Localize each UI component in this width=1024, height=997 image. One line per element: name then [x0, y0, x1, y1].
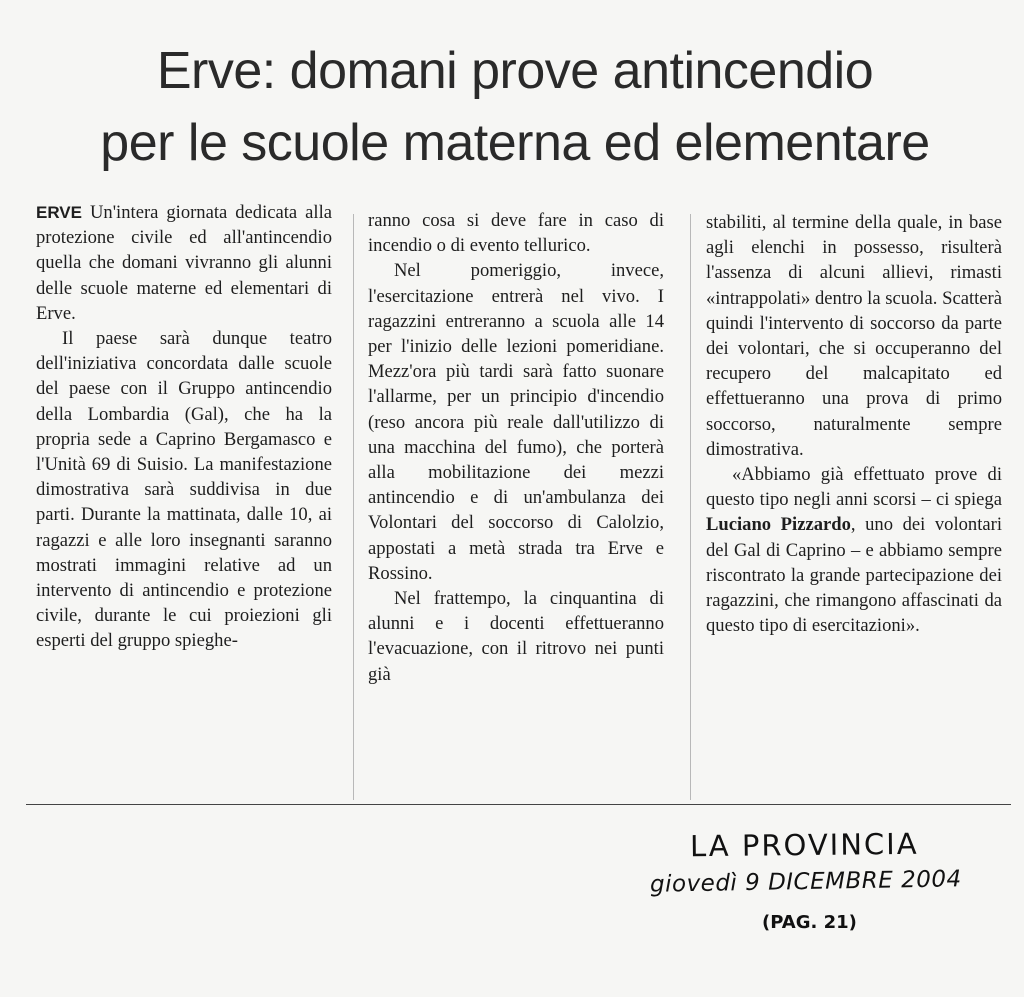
handwritten-page: (PAG. 21)	[762, 912, 857, 933]
column-divider	[690, 214, 691, 800]
article-paragraph: ranno cosa si deve fare in caso di incendio o di evento tellurico.	[368, 210, 664, 257]
headline-line-1: Erve: domani prove antincendio	[156, 42, 874, 100]
quoted-person-name: Luciano Pizzardo	[706, 514, 851, 536]
handwritten-publication: LA PROVINCIA	[689, 826, 919, 864]
column-divider	[353, 214, 354, 800]
article-paragraph: Il paese sarà dunque teatro dell'iniziativa concordata dalle scuole del paese con il Gruppo antincendio della Lombardia (Gal), che ha la propria sede a Caprino Bergamasco e l'Unità 69 di Suisio. La manifestazione dimostrativa sarà suddivisa in due parti. Durante la mattinata, dalle 10, ai ragazzi e alle loro insegnanti saranno mostrati immagini relative ad un intervento di antincendio e protezione civile, durante le cui proiezioni gli esperti del gruppo spieghe-	[36, 328, 332, 652]
quote-text: , uno dei volontari del Gal di Caprino – e abbiamo sempre riscontrato la grande partecipazione dei ragazzini, che rimangono affascinati da questo tipo di esercitazioni».	[706, 514, 1002, 637]
article-paragraph: Nel pomeriggio, invece, l'esercitazione entrerà nel vivo. I ragazzini entreranno a scuola alle 14 per l'inizio delle lezioni pomeridiane. Mezz'ora più tardi sarà fatto suonare l'allarme, per un principio d'incendio (reso ancora più reale dall'utilizzo di una macchina del fumo), che porterà alla mobilitazione dei mezzi antincendio e di un'ambulanza dei Volontari del soccorso di Calolzio, appostati a metà strada tra Erve e Rossino.	[368, 260, 664, 584]
quote-text: «Abbiamo già effettuato prove di questo tipo negli anni scorsi – ci spiega	[706, 464, 1002, 511]
article-paragraph	[706, 462, 1002, 638]
article-body	[26, 200, 1011, 805]
article-column-1	[36, 200, 332, 654]
article-column-2	[368, 208, 664, 687]
article-paragraph: Nel frattempo, la cinquantina di alunni e i docenti effettueranno l'evacuazione, con il ritrovo nei punti già	[368, 588, 664, 685]
paragraph-text: Un'intera giornata dedicata alla protezione civile ed all'antincendio quella che domani vivranno gli alunni delle scuole materne ed elementari di Erve.	[36, 202, 332, 324]
handwritten-date: giovedì 9 DICEMBRE 2004	[649, 866, 962, 898]
article-column-3	[706, 210, 1002, 638]
article-paragraph: stabiliti, al termine della quale, in base agli elenchi in possesso, risulterà l'assenza di alcuni allievi, rimasti «intrappolati» dentro la scuola. Scatterà quindi l'intervento di soccorso da parte dei volontari, che si occuperanno del recupero del malcapitato ed effettueranno una prova di primo soccorso, naturalmente sempre dimostrativa.	[706, 212, 1002, 460]
headline-line-2: per le scuole materna ed elementare	[100, 114, 930, 172]
dateline: ERVE	[36, 203, 82, 222]
article-paragraph	[36, 200, 332, 326]
